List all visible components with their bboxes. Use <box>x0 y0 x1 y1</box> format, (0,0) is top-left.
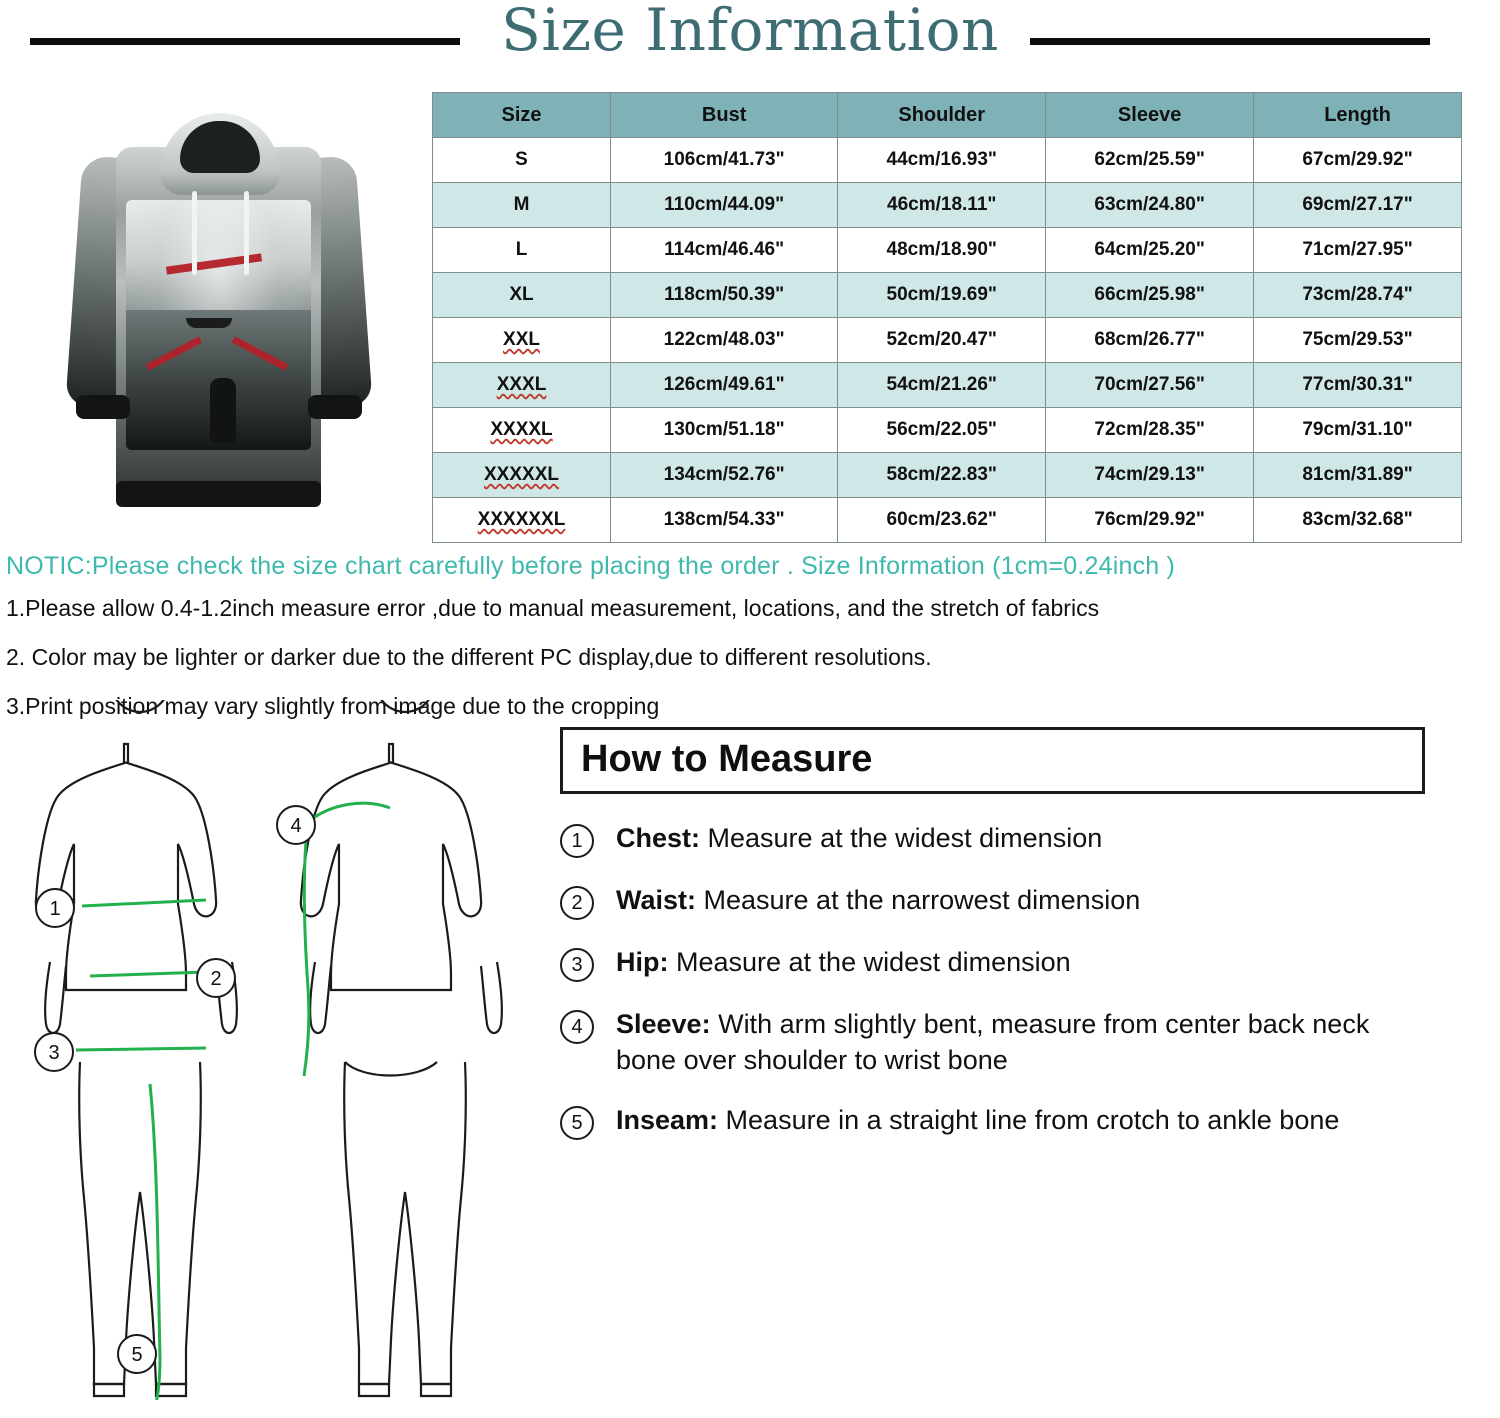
front-head <box>110 700 170 712</box>
cell-size: M <box>433 183 611 228</box>
cell-bust: 134cm/52.76" <box>611 453 838 498</box>
hoodie-drawstring-left <box>192 191 197 275</box>
note-line-2: 2. Color may be lighter or darker due to the different PC display,due to different resolutions. <box>6 644 932 670</box>
size-table <box>432 92 1462 543</box>
cell-shoulder: 56cm/22.05" <box>838 408 1046 453</box>
measure-item-sleeve <box>560 1006 1430 1078</box>
measure-item-inseam <box>560 1102 1430 1140</box>
measure-desc-hip: Measure at the widest dimension <box>668 947 1071 977</box>
cell-shoulder: 58cm/22.83" <box>838 453 1046 498</box>
cell-length: 67cm/29.92" <box>1254 138 1462 183</box>
measure-text-inseam <box>616 1102 1339 1138</box>
how-to-measure-title: How to Measure <box>581 738 873 780</box>
cell-length: 73cm/28.74" <box>1254 273 1462 318</box>
measure-number-5: 5 <box>560 1106 594 1140</box>
cell-bust: 122cm/48.03" <box>611 318 838 363</box>
cell-shoulder: 52cm/20.47" <box>838 318 1046 363</box>
cell-size: XXXXXXL <box>433 498 611 543</box>
sleeve-line <box>304 820 309 1076</box>
measurement-diagram <box>10 700 550 1400</box>
print-figure <box>210 378 236 442</box>
table-row <box>433 498 1462 543</box>
cell-shoulder: 44cm/16.93" <box>838 138 1046 183</box>
cell-length: 75cm/29.53" <box>1254 318 1462 363</box>
cell-sleeve: 64cm/25.20" <box>1046 228 1254 273</box>
table-row <box>433 228 1462 273</box>
waist-line <box>90 972 206 976</box>
cell-shoulder: 48cm/18.90" <box>838 228 1046 273</box>
cell-size: XXXL <box>433 363 611 408</box>
cell-shoulder: 60cm/23.62" <box>838 498 1046 543</box>
cell-sleeve: 74cm/29.13" <box>1046 453 1254 498</box>
cell-size: XL <box>433 273 611 318</box>
cell-shoulder: 50cm/19.69" <box>838 273 1046 318</box>
measure-item-waist <box>560 882 1430 920</box>
product-image <box>68 95 368 535</box>
cell-size: L <box>433 228 611 273</box>
print-red-streak-2 <box>232 336 288 370</box>
measure-desc-sleeve: With arm slightly bent, measure from center back neck bone over shoulder to wrist bone <box>616 1009 1370 1076</box>
measure-number-3: 3 <box>560 948 594 982</box>
how-to-measure-list <box>560 820 1430 1140</box>
cell-bust: 118cm/50.39" <box>611 273 838 318</box>
column-header-shoulder: Shoulder <box>838 93 1046 138</box>
measure-text-sleeve <box>616 1006 1430 1078</box>
note-line-1: 1.Please allow 0.4-1.2inch measure error ,due to manual measurement, locations, and the stretch of fabrics <box>6 595 1100 621</box>
hoodie-drawstring-right <box>244 191 249 275</box>
how-to-measure-section <box>560 727 1430 1164</box>
measure-number-4: 4 <box>560 1010 594 1044</box>
cell-length: 79cm/31.10" <box>1254 408 1462 453</box>
table-row <box>433 318 1462 363</box>
measure-label-chest: Chest: <box>616 823 701 853</box>
marker-5-label: 5 <box>131 1344 143 1366</box>
marker-1-label: 1 <box>49 898 61 920</box>
table-row <box>433 453 1462 498</box>
cell-bust: 106cm/41.73" <box>611 138 838 183</box>
measure-label-sleeve: Sleeve: <box>616 1009 711 1039</box>
cell-shoulder: 46cm/18.11" <box>838 183 1046 228</box>
measure-label-waist: Waist: <box>616 885 696 915</box>
cell-sleeve: 63cm/24.80" <box>1046 183 1254 228</box>
hip-line <box>76 1048 206 1050</box>
table-row <box>433 273 1462 318</box>
marker-3-label: 3 <box>48 1042 60 1064</box>
how-to-measure-title-box <box>560 727 1425 794</box>
cell-length: 77cm/30.31" <box>1254 363 1462 408</box>
table-row <box>433 183 1462 228</box>
cell-sleeve: 66cm/25.98" <box>1046 273 1254 318</box>
table-header-row <box>433 93 1462 138</box>
print-boat <box>186 318 232 328</box>
column-header-length: Length <box>1254 93 1462 138</box>
marker-2-label: 2 <box>210 968 222 990</box>
cell-size: XXL <box>433 318 611 363</box>
table-row <box>433 138 1462 183</box>
cell-shoulder: 54cm/21.26" <box>838 363 1046 408</box>
chest-line <box>82 900 206 906</box>
cell-sleeve: 76cm/29.92" <box>1046 498 1254 543</box>
measure-number-1: 1 <box>560 824 594 858</box>
hoodie-hem <box>116 481 321 507</box>
measure-item-hip <box>560 944 1430 982</box>
measure-item-chest <box>560 820 1430 858</box>
table-row <box>433 363 1462 408</box>
cell-length: 69cm/27.17" <box>1254 183 1462 228</box>
page-header <box>0 0 1500 78</box>
measure-text-waist <box>616 882 1140 918</box>
hoodie-print-scene <box>126 200 311 450</box>
measure-text-hip <box>616 944 1071 980</box>
hoodie-cuff-left <box>76 395 130 419</box>
cell-sleeve: 72cm/28.35" <box>1046 408 1254 453</box>
print-red-streak-1 <box>146 336 202 370</box>
cell-bust: 138cm/54.33" <box>611 498 838 543</box>
cell-size: XXXXL <box>433 408 611 453</box>
measure-text-chest <box>616 820 1102 856</box>
measure-desc-chest: Measure at the widest dimension <box>700 823 1103 853</box>
cell-bust: 126cm/49.61" <box>611 363 838 408</box>
notice-headline: NOTIC:Please check the size chart carefully before placing the order . Size Information (1cm=0.24inch ) <box>6 552 1176 580</box>
measure-label-inseam: Inseam: <box>616 1105 719 1136</box>
marker-4-label: 4 <box>290 815 302 837</box>
back-head <box>375 700 435 712</box>
page-title: Size Information <box>501 0 999 64</box>
column-header-size: Size <box>433 93 611 138</box>
table-row <box>433 408 1462 453</box>
measure-label-hip: Hip: <box>616 947 669 977</box>
measure-desc-waist: Measure at the narrowest dimension <box>696 885 1141 915</box>
column-header-sleeve: Sleeve <box>1046 93 1254 138</box>
cell-bust: 130cm/51.18" <box>611 408 838 453</box>
cell-sleeve: 70cm/27.56" <box>1046 363 1254 408</box>
cell-sleeve: 68cm/26.77" <box>1046 318 1254 363</box>
cell-length: 81cm/31.89" <box>1254 453 1462 498</box>
cell-length: 71cm/27.95" <box>1254 228 1462 273</box>
cell-size: XXXXXL <box>433 453 611 498</box>
hoodie-illustration <box>68 95 368 525</box>
cell-sleeve: 62cm/25.59" <box>1046 138 1254 183</box>
cell-length: 83cm/32.68" <box>1254 498 1462 543</box>
cell-bust: 114cm/46.46" <box>611 228 838 273</box>
measure-number-2: 2 <box>560 886 594 920</box>
note-line-3: 3.Print position may vary slightly from image due to the cropping <box>6 693 660 719</box>
column-header-bust: Bust <box>611 93 838 138</box>
body-figures-svg <box>10 700 550 1400</box>
measure-desc-inseam: Measure in a straight line from crotch to ankle bone <box>718 1105 1340 1136</box>
cell-size: S <box>433 138 611 183</box>
cell-bust: 110cm/44.09" <box>611 183 838 228</box>
hoodie-cuff-right <box>308 395 362 419</box>
